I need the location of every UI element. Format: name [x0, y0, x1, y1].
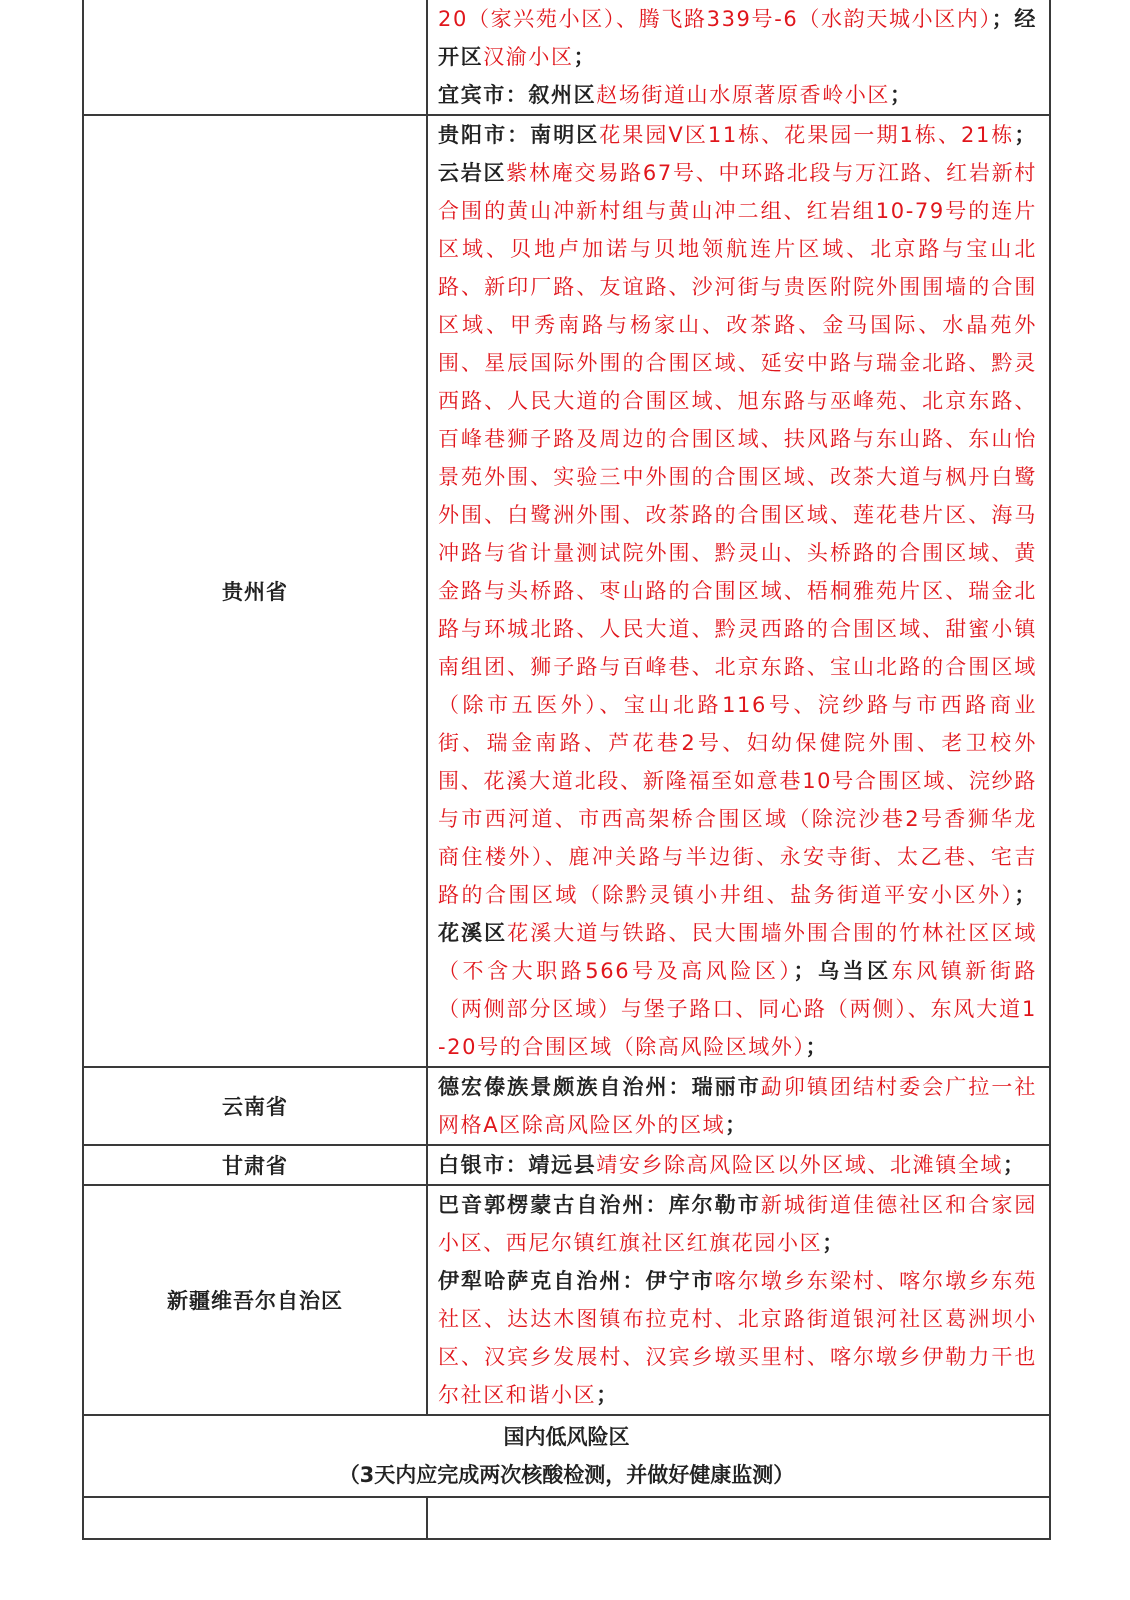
place-name-label: 云岩区	[438, 161, 507, 185]
area-list-cell	[427, 1145, 1050, 1185]
area-paragraph	[438, 1186, 1037, 1262]
province-cell: 甘肃省	[83, 1145, 427, 1185]
table-row	[83, 1067, 1050, 1145]
place-name-label: ；	[1014, 123, 1037, 147]
place-name-label: 巴音郭楞蒙古自治州：	[438, 1193, 669, 1217]
section-subtitle: （3天内应完成两次核酸检测，并做好健康监测）	[338, 1463, 795, 1487]
place-name-label: ；	[793, 959, 817, 983]
place-name-label: ；	[725, 1113, 748, 1137]
place-name-label: 贵阳市：	[438, 123, 531, 147]
table-row	[83, 115, 1050, 1067]
place-name-label: 花溪区	[438, 921, 508, 945]
section-title: 国内低风险区	[503, 1425, 630, 1449]
risk-area-text: 东风镇新街路（两侧部分区域）与堡子路口、同心路（两侧）、东风大道1-20号的合围区域（除高风险区域外）	[438, 959, 1037, 1059]
place-name-label: 瑞丽市	[691, 1075, 761, 1099]
place-name-label: ；	[822, 1231, 845, 1255]
risk-area-text: 新城街道佳德社区和合家园小区、西尼尔镇红旗社区红旗花园小区	[438, 1193, 1038, 1255]
place-name-label: 经开区	[438, 7, 1037, 69]
risk-area-text: 20（家兴苑小区）、腾飞路339号-6（水韵天城小区内）	[438, 7, 992, 31]
risk-area-text: 花溪大道与铁路、民大围墙外围合围的竹林社区区域（不含大职路566号及高风险区）	[438, 921, 1037, 983]
risk-area-text: 花果园V区11栋、花果园一期1栋、21栋	[599, 123, 1015, 147]
place-name-label: 伊犁哈萨克自治州：	[438, 1269, 646, 1293]
place-name-label: ；	[1014, 883, 1037, 907]
area-list-cell	[427, 1185, 1050, 1415]
risk-area-text: 勐卯镇团结村委会广拉一社网格A区除高风险区外的区域	[438, 1075, 1037, 1137]
place-name-label: ；	[805, 1035, 829, 1059]
risk-area-text: 汉渝小区	[483, 45, 574, 69]
place-name-label: 伊宁市	[645, 1269, 715, 1293]
area-paragraph	[438, 1146, 1037, 1184]
area-paragraph	[438, 116, 1037, 1066]
table-row	[83, 1497, 1050, 1539]
place-name-label: 靖远县	[528, 1153, 597, 1177]
place-name-label: ；	[991, 7, 1015, 31]
risk-area-text: 紫林庵交易路67号、中环路北段与万江路、红岩新村合围的黄山冲新村组与黄山冲二组、红岩组10-79号的连片区域、贝地卢加诺与贝地领航连片区域、北京路与宝山北路、新印厂路、友谊路、沙河街与贵医附院外围围墙的合围区域、甲秀南路与杨家山、改茶路、金马国际、水晶苑外围、星辰国际外围的合围区域、延安中路与瑞金北路、黔灵西路、人民大道的合围区域、旭东路与巫峰苑、北京东路、百峰巷狮子路及周边的合围区域、扶风路与东山路、东山怡景苑外围、实验三中外围的合围区域、改茶大道与枫丹白鹭外围、白鹭洲外围、改茶路的合围区域、莲花巷片区、海马冲路与省计量测试院外围、黔灵山、头桥路的合围区域、黄金路与头桥路、枣山路的合围区域、梧桐雅苑片区、瑞金北路与环城北路、人民大道、黔灵西路的合围区域、甜蜜小镇南组团、狮子路与百峰巷、北京东路、宝山北路的合围区域（除市五医外）、宝山北路116号、浣纱路与市西路商业街、瑞金南路、芦花巷2号、妇幼保健院外围、老卫校外围、花溪大道北段、新隆福至如意巷10号合围区域、浣纱路与市西河道、市西高架桥合围区域（除浣沙巷2号香狮华龙商住楼外）、鹿冲关路与半边街、永安寺街、太乙巷、宅吉路的合围区域（除黔灵镇小井组、盐务街道平安小区外）	[438, 161, 1037, 907]
place-name-label: 乌当区	[816, 959, 892, 983]
risk-area-table	[82, 0, 1051, 1540]
area-list-cell	[427, 0, 1050, 115]
province-cell: 新疆维吾尔自治区	[83, 1185, 427, 1415]
low-risk-section-header	[83, 1415, 1050, 1497]
risk-area-table-body	[83, 0, 1050, 1539]
risk-area-text: 赵场街道山水原著原香岭小区	[596, 83, 891, 107]
area-paragraph	[438, 1068, 1037, 1144]
place-name-label: 南明区	[530, 123, 600, 147]
table-row	[83, 1145, 1050, 1185]
area-paragraph	[438, 1262, 1037, 1414]
place-name-label: ；	[890, 83, 913, 107]
table-row	[83, 1185, 1050, 1415]
section-header-row	[83, 1415, 1050, 1497]
place-name-label: ；	[596, 1383, 619, 1407]
place-name-label: 白银市：	[438, 1153, 529, 1177]
area-list-cell	[427, 115, 1050, 1067]
area-paragraph	[438, 76, 1037, 114]
place-name-label: ；	[1003, 1153, 1026, 1177]
area-paragraph	[438, 0, 1037, 76]
area-list-cell	[427, 1497, 1050, 1539]
place-name-label: 宜宾市：	[438, 83, 529, 107]
province-cell: 云南省	[83, 1067, 427, 1145]
area-list-cell	[427, 1067, 1050, 1145]
place-name-label: ；	[573, 45, 597, 69]
risk-area-text: 靖安乡除高风险区以外区域、北滩镇全域	[596, 1153, 1004, 1177]
place-name-label: 库尔勒市	[668, 1193, 761, 1217]
table-row	[83, 0, 1050, 115]
risk-area-text: 喀尔墩乡东梁村、喀尔墩乡东苑社区、达达木图镇布拉克村、北京路街道银河社区葛洲坝小区、汉宾乡发展村、汉宾乡墩买里村、喀尔墩乡伊勒力干也尔社区和谐小区	[438, 1269, 1037, 1407]
province-cell	[83, 0, 427, 115]
province-cell: 贵州省	[83, 115, 427, 1067]
province-cell	[83, 1497, 427, 1539]
place-name-label: 叙州区	[528, 83, 597, 107]
place-name-label: 德宏傣族景颇族自治州：	[438, 1075, 692, 1099]
